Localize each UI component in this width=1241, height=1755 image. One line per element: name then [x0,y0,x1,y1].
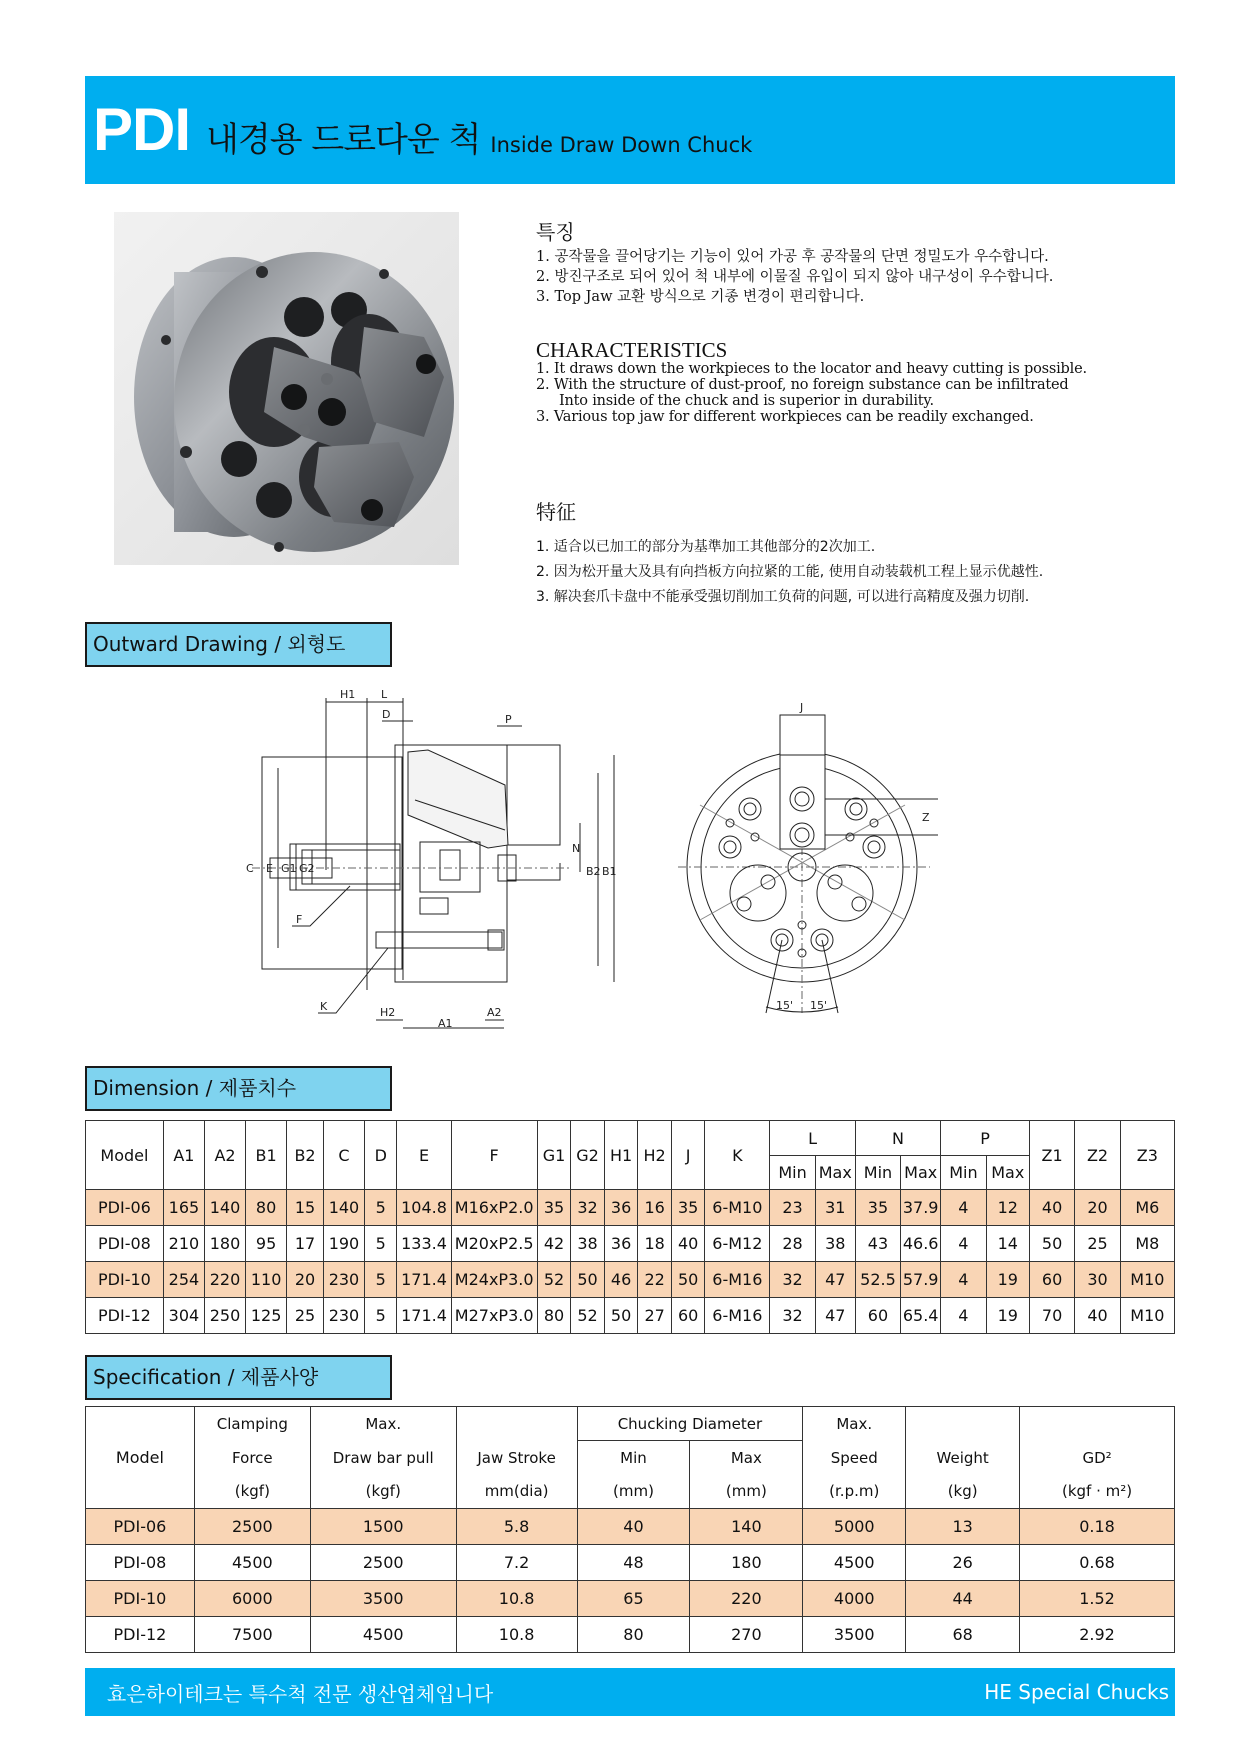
col-header: E [397,1121,451,1190]
value-cell: 220 [204,1262,245,1298]
value-cell: 40 [671,1226,705,1262]
value-cell: M20xP2.5 [451,1226,537,1262]
value-cell: 36 [604,1190,638,1226]
value-cell: 10.8 [456,1581,577,1617]
value-cell: 12 [986,1190,1029,1226]
dim-label-j: J [800,701,804,714]
value-cell: 60 [671,1298,705,1334]
model-cell: PDI-06 [86,1190,164,1226]
dim-label-a1: A1 [438,1017,453,1030]
value-cell: 2.92 [1020,1617,1175,1653]
value-cell: 36 [604,1226,638,1262]
dimension-table [85,1120,1175,1334]
col-header: Z3 [1120,1121,1174,1190]
features-ko-item: 1. 공작물을 끌어당기는 기능이 있어 가공 후 공작물의 단면 정밀도가 우수합니다. [536,249,1049,265]
value-cell: 1500 [310,1509,456,1545]
value-cell: 4500 [194,1545,310,1581]
value-cell: 19 [986,1262,1029,1298]
value-cell: 28 [770,1226,815,1262]
col-header-drawbar-l1: Max. [310,1407,456,1441]
value-cell: 27 [638,1298,672,1334]
value-cell: 47 [815,1298,855,1334]
model-cell: PDI-12 [86,1298,164,1334]
value-cell: 3500 [310,1581,456,1617]
footer-company-text: 효은하이테크는 특수척 전문 생산업체입니다 [107,1681,494,1706]
value-cell: 38 [815,1226,855,1262]
value-cell: 4 [941,1226,986,1262]
features-cn [536,496,1176,610]
characteristics-item: 2. With the structure of dust-proof, no foreign substance can be infiltrated [536,377,1069,393]
value-cell: M24xP3.0 [451,1262,537,1298]
section-outward-drawing: Outward Drawing / 외형도 [85,622,392,667]
value-cell: 52 [537,1262,571,1298]
col-header-stroke-l1: Jaw Stroke [456,1441,577,1475]
value-cell: 14 [986,1226,1029,1262]
value-cell: M10 [1120,1262,1174,1298]
value-cell: 4 [941,1262,986,1298]
value-cell: 171.4 [397,1298,451,1334]
value-cell: 80 [246,1190,287,1226]
value-cell: 46 [604,1262,638,1298]
col-header-max-l2: (mm) [690,1475,803,1509]
value-cell: 250 [204,1298,245,1334]
value-cell: 140 [323,1190,364,1226]
value-cell: 26 [906,1545,1020,1581]
value-cell: 5.8 [456,1509,577,1545]
col-header-weight-l2: (kg) [906,1475,1020,1509]
value-cell: 4000 [803,1581,906,1617]
value-cell: 0.18 [1020,1509,1175,1545]
dim-label-h2: H2 [380,1006,396,1019]
col-subheader: Min [941,1156,986,1190]
features-cn-item: 2. 因为松开量大及具有向挡板方向拉紧的工能, 使用自动装载机工程上显示优越性. [536,564,1044,580]
product-code: PDI [93,96,191,163]
value-cell: 42 [537,1226,571,1262]
value-cell: 2500 [194,1509,310,1545]
dim-label-d: D [382,708,391,721]
dim-label-b1: B1 [602,865,617,878]
value-cell: 40 [1029,1190,1074,1226]
characteristics-en [536,339,1176,425]
value-cell: 31 [815,1190,855,1226]
title-banner [85,76,1175,184]
col-header: A2 [204,1121,245,1190]
value-cell: 270 [690,1617,803,1653]
value-cell: 19 [986,1298,1029,1334]
value-cell: 20 [1075,1190,1120,1226]
dim-label-g2: G2 [299,862,315,875]
col-header-group: L [770,1121,855,1156]
col-header-speed-l3: (r.p.m) [803,1475,906,1509]
angle-label-right: 15' [810,999,828,1012]
side-section-drawing [240,680,620,1030]
value-cell: 32 [571,1190,605,1226]
value-cell: 18 [638,1226,672,1262]
product-photo [114,212,459,565]
value-cell: 57.9 [901,1262,941,1298]
col-header-model: Model [86,1407,195,1509]
model-cell: PDI-10 [86,1262,164,1298]
model-cell: PDI-08 [86,1545,195,1581]
value-cell: 52.5 [855,1262,900,1298]
value-cell: 3500 [803,1617,906,1653]
value-cell: 6-M16 [705,1298,770,1334]
value-cell: 22 [638,1262,672,1298]
value-cell: 50 [571,1262,605,1298]
value-cell: 25 [287,1298,324,1334]
col-header: K [705,1121,770,1190]
value-cell: 30 [1075,1262,1120,1298]
value-cell: 10.8 [456,1617,577,1653]
value-cell: 13 [906,1509,1020,1545]
value-cell: 35 [671,1190,705,1226]
value-cell: 140 [204,1190,245,1226]
features-ko-item: 3. Top Jaw 교환 방식으로 기종 변경이 편리합니다. [536,289,865,305]
chuck-photo-illustration [114,212,459,565]
value-cell: 110 [246,1262,287,1298]
value-cell: 40 [1075,1298,1120,1334]
characteristics-heading: CHARACTERISTICS [536,338,728,362]
model-cell: PDI-06 [86,1509,195,1545]
value-cell: 180 [690,1545,803,1581]
value-cell: 4 [941,1190,986,1226]
dim-label-n: N [572,842,581,855]
value-cell: 230 [323,1298,364,1334]
features-ko-heading: 특징 [536,220,575,244]
dim-label-c: C [246,862,254,875]
value-cell: 133.4 [397,1226,451,1262]
value-cell: M8 [1120,1226,1174,1262]
dim-label-g1: G1 [281,862,297,875]
dimension-table-body [86,1190,1175,1334]
model-cell: PDI-08 [86,1226,164,1262]
value-cell: 65.4 [901,1298,941,1334]
value-cell: 171.4 [397,1262,451,1298]
dim-label-f: F [296,913,303,926]
value-cell: 50 [671,1262,705,1298]
features-ko [536,216,1176,307]
value-cell: 23 [770,1190,815,1226]
features-ko-item: 2. 방진구조로 되어 있어 척 내부에 이물질 유입이 되지 않아 내구성이 우수합니다. [536,269,1054,285]
specification-table [85,1406,1175,1653]
col-header-chucking-diameter: Chucking Diameter [577,1407,803,1441]
characteristics-item: 1. It draws down the workpieces to the locator and heavy cutting is possible. [536,361,1087,377]
value-cell: 60 [1029,1262,1074,1298]
dim-label-a2: A2 [487,1006,502,1019]
col-header-drawbar-l2: Draw bar pull [310,1441,456,1475]
col-header-clamping-l1: Clamping [194,1407,310,1441]
col-header: Z2 [1075,1121,1120,1190]
col-header-stroke-l2: mm(dia) [456,1475,577,1509]
specification-table-body [86,1509,1175,1653]
header-spacer [456,1407,577,1441]
value-cell: M10 [1120,1298,1174,1334]
features-cn-heading: 特征 [536,500,576,524]
dim-label-h1: H1 [340,688,356,701]
characteristics-item: 3. Various top jaw for different workpieces can be readily exchanged. [536,409,1034,425]
col-header: B2 [287,1121,324,1190]
col-header: Model [86,1121,164,1190]
dim-label-z: Z [922,811,930,824]
col-header: C [323,1121,364,1190]
col-header-gd2-l1: GD² [1020,1441,1175,1475]
col-header: F [451,1121,537,1190]
col-header-min-l1: Min [577,1441,690,1475]
value-cell: 190 [323,1226,364,1262]
value-cell: 38 [571,1226,605,1262]
header-spacer [1020,1407,1175,1441]
value-cell: 17 [287,1226,324,1262]
value-cell: 6-M16 [705,1262,770,1298]
col-header-max-l1: Max [690,1441,803,1475]
value-cell: 6-M10 [705,1190,770,1226]
value-cell: 48 [577,1545,690,1581]
dim-label-e: E [266,862,273,875]
col-header: Z1 [1029,1121,1074,1190]
value-cell: 1.52 [1020,1581,1175,1617]
col-header-weight-l1: Weight [906,1441,1020,1475]
value-cell: 180 [204,1226,245,1262]
value-cell: 37.9 [901,1190,941,1226]
col-header-clamping-l2: Force [194,1441,310,1475]
value-cell: 4 [941,1298,986,1334]
value-cell: 80 [577,1617,690,1653]
col-header: J [671,1121,705,1190]
value-cell: 2500 [310,1545,456,1581]
value-cell: 230 [323,1262,364,1298]
col-header-group: N [855,1121,940,1156]
footer-brand-text: HE Special Chucks [984,1680,1169,1704]
value-cell: 20 [287,1262,324,1298]
col-header: B1 [246,1121,287,1190]
value-cell: 5 [365,1298,397,1334]
product-title-ko: 내경용 드로다운 척 [206,120,481,160]
col-header-speed-l1: Max. [803,1407,906,1441]
col-subheader: Max [901,1156,941,1190]
col-header: A1 [163,1121,204,1190]
section-specification: Specification / 제품사양 [85,1355,392,1400]
model-cell: PDI-12 [86,1617,195,1653]
col-header: H2 [638,1121,672,1190]
value-cell: M6 [1120,1190,1174,1226]
model-cell: PDI-10 [86,1581,195,1617]
table-row [86,1298,1175,1334]
value-cell: 7.2 [456,1545,577,1581]
table-row [86,1190,1175,1226]
col-header-gd2-l2: (kgf · m²) [1020,1475,1175,1509]
value-cell: 6000 [194,1581,310,1617]
value-cell: 95 [246,1226,287,1262]
value-cell: 32 [770,1298,815,1334]
value-cell: 65 [577,1581,690,1617]
value-cell: 104.8 [397,1190,451,1226]
col-header: G1 [537,1121,571,1190]
value-cell: 304 [163,1298,204,1334]
col-header: D [365,1121,397,1190]
value-cell: 52 [571,1298,605,1334]
dim-label-l: L [381,688,388,701]
value-cell: 6-M12 [705,1226,770,1262]
header-spacer [906,1407,1020,1441]
value-cell: 15 [287,1190,324,1226]
value-cell: 16 [638,1190,672,1226]
value-cell: 70 [1029,1298,1074,1334]
dim-label-k: K [320,1000,328,1013]
value-cell: 35 [537,1190,571,1226]
value-cell: M16xP2.0 [451,1190,537,1226]
angle-label-left: 15' [776,999,794,1012]
value-cell: 47 [815,1262,855,1298]
value-cell: 46.6 [901,1226,941,1262]
value-cell: 5000 [803,1509,906,1545]
value-cell: 4500 [803,1545,906,1581]
value-cell: 50 [1029,1226,1074,1262]
value-cell: 43 [855,1226,900,1262]
value-cell: 125 [246,1298,287,1334]
value-cell: 7500 [194,1617,310,1653]
product-title-en: Inside Draw Down Chuck [490,133,753,157]
value-cell: 254 [163,1262,204,1298]
value-cell: 210 [163,1226,204,1262]
characteristics-item-continuation: Into inside of the chuck and is superior in durability. [559,393,934,409]
value-cell: 40 [577,1509,690,1545]
value-cell: 60 [855,1298,900,1334]
features-cn-item: 3. 解决套爪卡盘中不能承受强切削加工负荷的问题, 可以进行高精度及强力切削. [536,589,1030,605]
value-cell: 5 [365,1190,397,1226]
table-row [86,1581,1175,1617]
value-cell: 50 [604,1298,638,1334]
value-cell: 140 [690,1509,803,1545]
dim-label-p: P [505,713,512,726]
col-header-clamping-l3: (kgf) [194,1475,310,1509]
col-header-speed-l2: Speed [803,1441,906,1475]
col-header-group: P [941,1121,1030,1156]
value-cell: 0.68 [1020,1545,1175,1581]
value-cell: 25 [1075,1226,1120,1262]
value-cell: M27xP3.0 [451,1298,537,1334]
value-cell: 5 [365,1226,397,1262]
col-subheader: Max [815,1156,855,1190]
value-cell: 220 [690,1581,803,1617]
col-header-min-l2: (mm) [577,1475,690,1509]
table-row [86,1545,1175,1581]
col-subheader: Max [986,1156,1029,1190]
features-cn-item: 1. 适合以已加工的部分为基準加工其他部分的2次加工. [536,539,876,555]
value-cell: 4500 [310,1617,456,1653]
value-cell: 32 [770,1262,815,1298]
col-subheader: Min [855,1156,900,1190]
table-row [86,1226,1175,1262]
value-cell: 35 [855,1190,900,1226]
table-row [86,1509,1175,1545]
dim-label-b2: B2 [586,865,601,878]
footer-banner [85,1668,1175,1716]
value-cell: 44 [906,1581,1020,1617]
front-view-drawing [660,695,940,1020]
value-cell: 165 [163,1190,204,1226]
value-cell: 5 [365,1262,397,1298]
table-row [86,1617,1175,1653]
table-row [86,1262,1175,1298]
col-header: H1 [604,1121,638,1190]
col-header-drawbar-l3: (kgf) [310,1475,456,1509]
value-cell: 68 [906,1617,1020,1653]
col-subheader: Min [770,1156,815,1190]
col-header: G2 [571,1121,605,1190]
section-dimension: Dimension / 제품치수 [85,1066,392,1111]
value-cell: 80 [537,1298,571,1334]
